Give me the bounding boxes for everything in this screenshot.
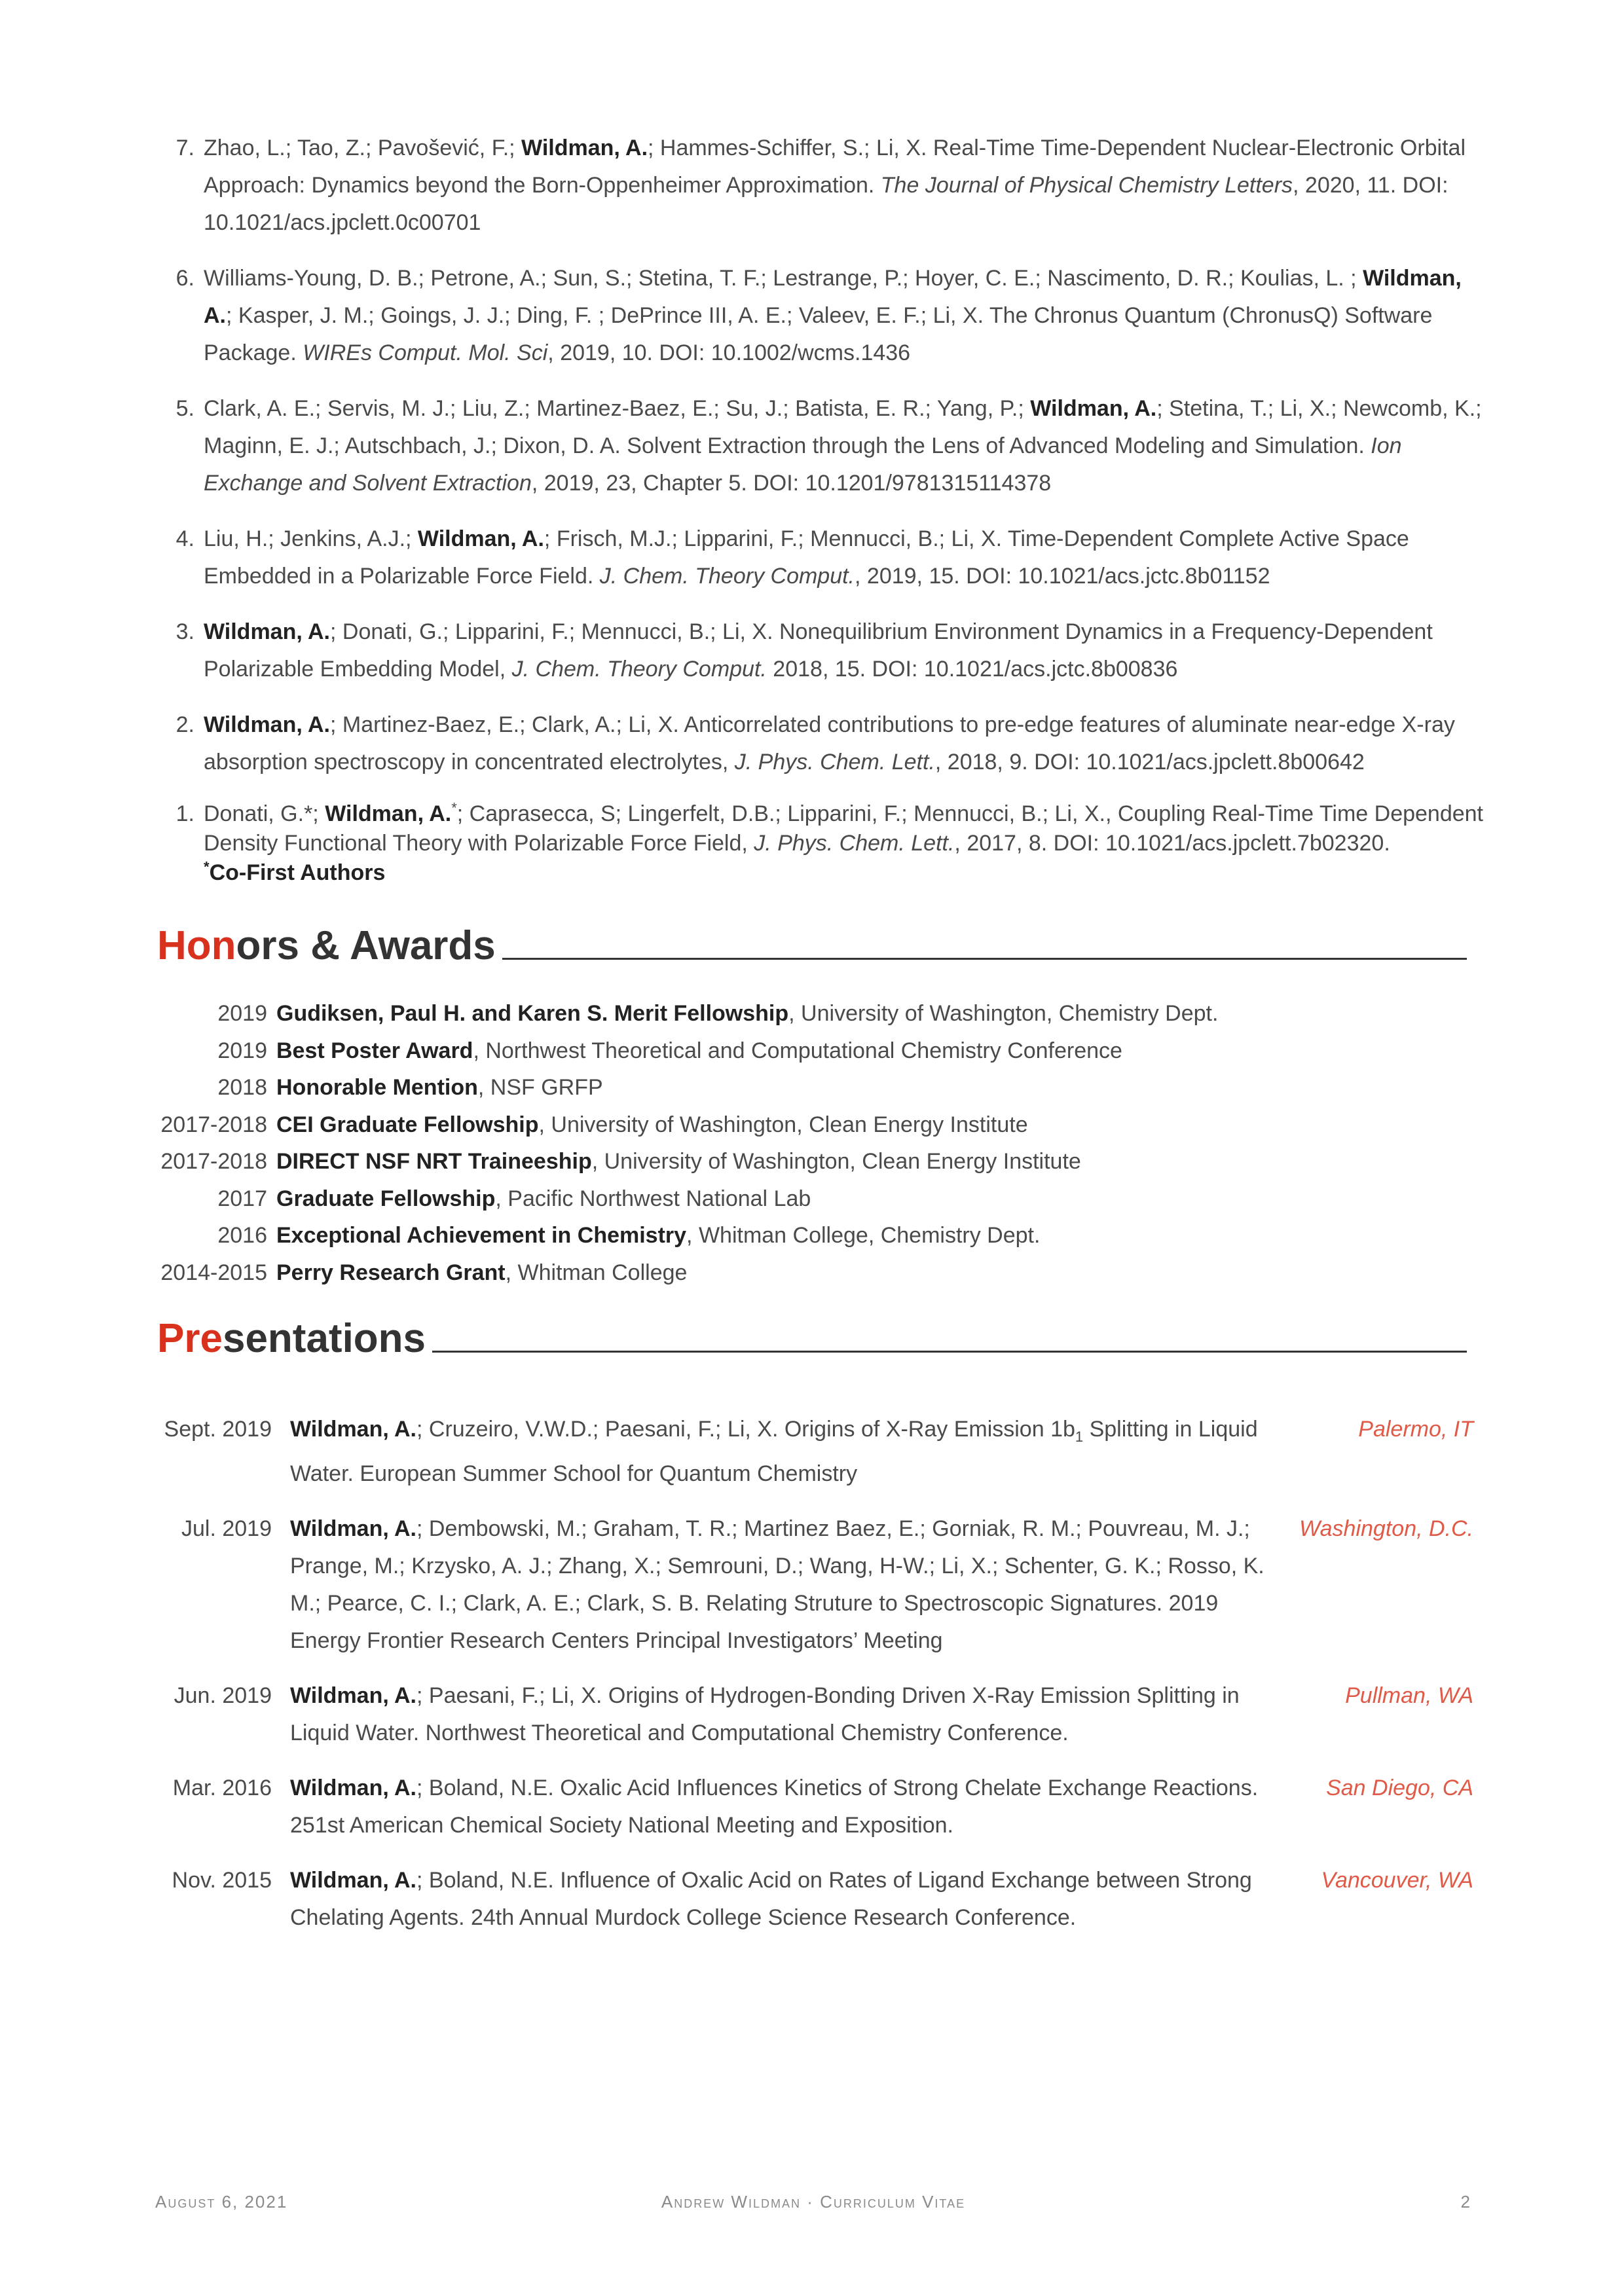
presentation-location: San Diego, CA: [1326, 1775, 1473, 1800]
publication-text: Wildman, A.; Martinez-Baez, E.; Clark, A.; Li, X. Anticorrelated contributions to pre-edge features of aluminate near-edge X-ray absorption spectroscopy in concentrated electrolytes, J. Phys. Chem. Lett., 2018, 9. DOI: 10.1021/acs.jpclett.8b00642: [204, 712, 1455, 774]
award-item: 2017 Graduate Fellowship, Pacific Northwest National Lab: [217, 1186, 811, 1211]
co-first-note: *Co-First Authors: [204, 858, 386, 885]
publication-text: Donati, G.*; Wildman, A.*; Caprasecca, S; Lingerfelt, D.B.; Lipparini, F.; Mennucci, B.; Li, X., Coupling Real-Time Time Dependent Density Functional Theory with Polarizable Force Field, J. Phys. Chem. Lett., 2017, 8. DOI: 10.1021/acs.jpclett.7b02320. *Co-First Authors: [204, 799, 1484, 885]
award-item: 2016 Exceptional Achievement in Chemistry, Whitman College, Chemistry Dept.: [217, 1223, 1041, 1248]
presentation-item: Jul. 2019 Wildman, A.; Dembowski, M.; Graham, T. R.; Martinez Baez, E.; Gorniak, R. M.; Pouvreau, M. J.; Prange, M.; Krzysko, A. J.; Zhang, X.; Semrouni, D.; Wang, H-W.; Li, X.; Schenter, G. K.; Rosso, K. M.; Pearce, C. I.; Clark, A. E.; Clark, S. B. Relating Struture to Spectroscopic Signatures. 2019 Energy Frontier Research Centers Principal Investigators’ Meeting Washington, D.C.: [157, 1510, 1473, 1660]
publication-text: Zhao, L.; Tao, Z.; Pavošević, F.; Wildman, A.; Hammes-Schiffer, S.; Li, X. Real-Time Time-Dependent Nuclear-Electronic Orbital Approach: Dynamics beyond the Born-Oppenheimer Approximation. The Journal of Physical Chemistry Letters, 2020, 11. DOI: 10.1021/acs.jpclett.0c00701: [204, 136, 1466, 235]
section-title: Presentations: [157, 1316, 426, 1361]
publication-item: [160, 706, 1483, 781]
award-item: 2018 Honorable Mention, NSF GRFP: [217, 1075, 603, 1100]
publication-number: 1.: [175, 801, 194, 826]
publication-text: Wildman, A.; Donati, G.; Lipparini, F.; Mennucci, B.; Li, X. Nonequilibrium Environment Dynamics in a Frequency-Dependent Polarizable Embedding Model, J. Chem. Theory Comput. 2018, 15. DOI: 10.1021/acs.jctc.8b00836: [204, 619, 1433, 682]
presentations-heading: [157, 1316, 1467, 1362]
publication-text: Liu, H.; Jenkins, A.J.; Wildman, A.; Frisch, M.J.; Lipparini, F.; Mennucci, B.; Li, X. Time-Dependent Complete Active Space Embedded in a Polarizable Force Field. J. Chem. Theory Comput., 2019, 15. DOI: 10.1021/acs.jctc.8b01152: [204, 526, 1409, 589]
publication-item: [160, 799, 1483, 888]
publication-number: 7.: [175, 136, 194, 160]
publications-list: [160, 130, 1483, 906]
presentation-item: Jun. 2019 Wildman, A.; Paesani, F.; Li, X. Origins of Hydrogen-Bonding Driven X-Ray Emission Splitting in Liquid Water. Northwest Theoretical and Computational Chemistry Conference. Pullman, WA: [157, 1677, 1473, 1752]
publication-text: Williams-Young, D. B.; Petrone, A.; Sun, S.; Stetina, T. F.; Lestrange, P.; Hoyer, C. E.; Nascimento, D. R.; Koulias, L. ; Wildman, A.; Kasper, J. M.; Goings, J. J.; Ding, F. ; DePrince III, A. E.; Valeev, E. F.; Li, X. The Chronus Quantum (ChronusQ) Software Package. WIREs Comput. Mol. Sci, 2019, 10. DOI: 10.1002/wcms.1436: [204, 266, 1462, 365]
section-divider: [502, 958, 1467, 960]
award-item: 2014-2015 Perry Research Grant, Whitman College: [160, 1260, 688, 1285]
publication-number: 3.: [175, 619, 194, 644]
presentations-list: [157, 1411, 1473, 1954]
publication-number: 4.: [175, 526, 194, 551]
publication-item: [160, 520, 1483, 595]
presentation-location: Vancouver, WA: [1321, 1867, 1473, 1893]
section-divider: [432, 1351, 1467, 1353]
page-number: 2: [1460, 2192, 1471, 2212]
section-title: Honors & Awards: [157, 923, 496, 968]
publication-item: [160, 130, 1483, 242]
publication-number: 2.: [175, 712, 194, 737]
presentation-location: Palermo, IT: [1358, 1417, 1473, 1442]
award-item: 2017-2018 DIRECT NSF NRT Traineeship, University of Washington, Clean Energy Institute: [160, 1149, 1081, 1174]
publication-number: 6.: [175, 266, 194, 291]
award-item: 2019 Best Poster Award, Northwest Theoretical and Computational Chemistry Conference: [217, 1038, 1122, 1063]
award-item: 2019 Gudiksen, Paul H. and Karen S. Merit Fellowship, University of Washington, Chemistry Dept.: [217, 1001, 1219, 1026]
awards-list: [157, 995, 1467, 1291]
presentation-location: Washington, D.C.: [1299, 1516, 1473, 1541]
presentation-location: Pullman, WA: [1345, 1683, 1473, 1708]
publication-item: [160, 613, 1483, 688]
publication-text: Clark, A. E.; Servis, M. J.; Liu, Z.; Martinez-Baez, E.; Su, J.; Batista, E. R.; Yang, P.; Wildman, A.; Stetina, T.; Li, X.; Newcomb, K.; Maginn, E. J.; Autschbach, J.; Dixon, D. A. Solvent Extraction through the Lens of Advanced Modeling and Simulation. Ion Exchange and Solvent Extraction, 2019, 23, Chapter 5. DOI: 10.1201/9781315114378: [204, 396, 1482, 496]
publication-item: [160, 390, 1483, 502]
footer-title: Andrew Wildman · Curriculum Vitae: [661, 2192, 966, 2212]
publication-number: 5.: [175, 396, 194, 421]
page-footer: [155, 2192, 1471, 2218]
honors-heading: [157, 923, 1467, 969]
publication-item: [160, 260, 1483, 372]
presentation-item: Sept. 2019 Wildman, A.; Cruzeiro, V.W.D.; Paesani, F.; Li, X. Origins of X-Ray Emission $1b_1$ Splitting in Liquid Water. European Summer School for Quantum Chemistry Palermo, IT: [157, 1411, 1473, 1493]
footer-date: August 6, 2021: [155, 2192, 288, 2212]
award-item: 2017-2018 CEI Graduate Fellowship, University of Washington, Clean Energy Institute: [160, 1112, 1028, 1137]
presentation-item: Mar. 2016 Wildman, A.; Boland, N.E. Oxalic Acid Influences Kinetics of Strong Chelate Exchange Reactions. 251st American Chemical Society National Meeting and Exposition. San Diego, CA: [157, 1770, 1473, 1844]
presentation-item: Nov. 2015 Wildman, A.; Boland, N.E. Influence of Oxalic Acid on Rates of Ligand Exchange between Strong Chelating Agents. 24th Annual Murdock College Science Research Conference. Vancouver, WA: [157, 1862, 1473, 1937]
